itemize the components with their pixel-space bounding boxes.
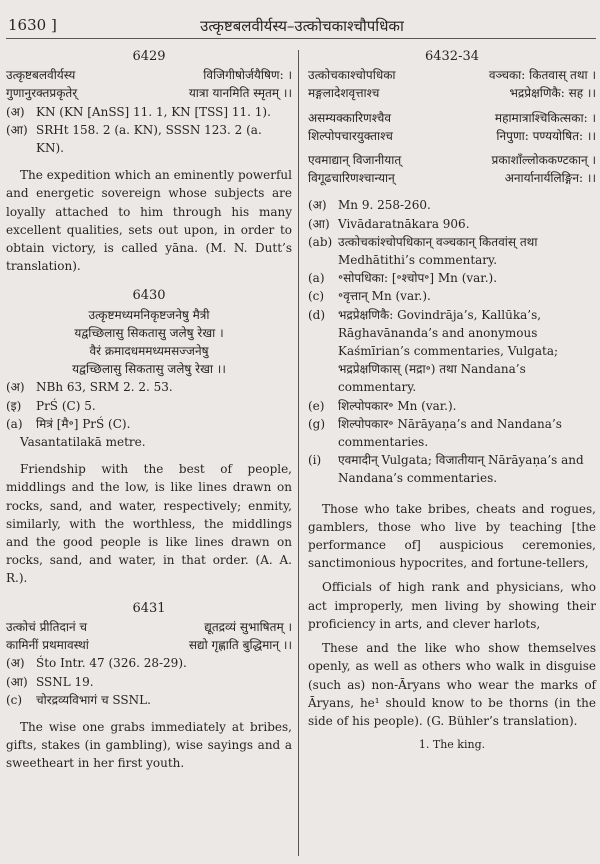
header-rule <box>6 38 596 39</box>
verse-line: वैरं क्रमादधममध्यमसज्जनेषु <box>89 344 209 359</box>
verse-number: 6430 <box>132 288 166 304</box>
source-note: (अ) KN (KN [AnSS] 11. 1, KN [TSS] 11. 1). <box>6 104 271 119</box>
verse-line: एवमाद्यान् विजानीयात् प्रकाशाँल्लोककण्टकान् । <box>308 153 596 168</box>
verse-number: 6432-34 <box>424 49 480 64</box>
page-header <box>8 16 596 36</box>
verse-line: उत्कोचकाश्चोपधिका वञ्चका: कितवास् तथा । <box>308 68 596 83</box>
source-note: (इ) PrŚ (C) 5. <box>6 398 96 413</box>
verse-line: मङ्गलादेशवृत्ताश्च भद्रप्रेक्षणिकै: सह ।। <box>308 86 596 101</box>
variant-note: (g) शिल्पोपकार॰ Nārāyaṇa’s and Nandana’s commentaries. <box>308 416 562 450</box>
translation: Friendship with the best of people, middlings and the low, is like lines drawn on rocks, sand, and water, respectively; enmity, similarly, with the worthless, the middlings and the good people is like lines drawn on rocks, sand, and water, in that order. (A. A. R.). <box>6 462 292 586</box>
verse-number: 6431 <box>132 600 166 616</box>
right-column <box>308 48 596 754</box>
source-note: (अ) NBh 63, SRM 2. 2. 53. <box>6 380 173 395</box>
source-note: (आ) SSNL 19. <box>6 674 94 689</box>
variant-note: (c) ॰वृत्तान् Mn (var.). <box>308 289 431 304</box>
verse-line: शिल्पोपचारयुक्ताश्च निपुणा: पण्ययोषित: ।। <box>308 128 596 143</box>
variant-note: (a) ॰सोपधिका: [॰श्चोप॰] Mn (var.). <box>308 271 498 286</box>
variant-note: (d) भद्रप्रेक्षणिकै: Govindrāja’s, Kallūka’s, Rāghavānanda’s and anonymous Kaśmīrian’s commentaries, Vulgata; भद्रप्रेक्षणिकास् (मद्रा॰) तथा Nandana’s commentary. <box>308 307 559 395</box>
verse-line: गुणानुरक्तप्रकृतेर् यात्रा यानमिति स्मृतम् ।। <box>6 86 292 101</box>
translation: The expedition which an eminently powerful and energetic sovereign whose subjects are loyally attached to him through his many excellent qualities, sets out upon, in order to obtain victory, is called yāna. (M. N. Dutt’s translation). <box>6 168 292 274</box>
running-title: उत्कृष्टबलवीर्यस्य–उत्कोचकाश्चौपधिका <box>200 17 404 35</box>
variant-note: (c) चोरद्रव्यविभागं च SSNL. <box>6 692 151 707</box>
verse-line: उत्कोचं प्रीतिदानं च द्यूतद्रव्यं सुभाषितम् । <box>6 619 292 634</box>
verse-line: कामिनीं प्रथमावस्थां सद्यो गृह्णाति बुद्धिमान् ।। <box>6 638 292 653</box>
translation-paragraph: Officials of high rank and physicians, who act improperly, men living by showing their proficiency in arts, and clever harlots, <box>308 580 596 631</box>
verse-line: विगूढचारिणश्चान्यान् अनार्यानार्यलिङ्गिन: ।। <box>308 171 596 186</box>
verse-line: यद्वच्छिलासु सिकतासु जलेषु रेखा ।। <box>72 362 226 377</box>
verse-number: 6429 <box>132 49 166 64</box>
translation: The wise one grabs immediately at bribes, gifts, stakes (in gambling), wise sayings and a sweetheart in her first youth. <box>6 719 292 771</box>
metre-note: Vasantatilakā metre. <box>20 435 146 450</box>
variant-note: (a) मित्रं [मै॰] PrŚ (C). <box>6 416 131 431</box>
source-note: (अ) Śto Intr. 47 (326. 28-29). <box>6 656 187 671</box>
translation-paragraph: Those who take bribes, cheats and rogues, gamblers, those who live by teaching [the performance of] auspicious ceremonies, sanctimonious hypocrites, and fortune-tellers, <box>308 501 596 571</box>
verse-line: यद्वच्छिलासु सिकतासु जलेषु रेखा । <box>74 325 224 340</box>
variant-note: (ab) उत्कोचकांश्चोपधिकान् वञ्चकान् कितवांस् तथा Medhātithi’s commentary. <box>308 234 538 268</box>
column-divider <box>298 50 299 856</box>
source-note: (अ) Mn 9. 258-260. <box>308 198 431 213</box>
translation-paragraph: These and the like who show themselves openly, as well as others who walk in disguise (such as) non-Āryans who wear the marks of Āryans, he¹ should know to be thorns (in the side of his people). (G. Bühler’s translation). <box>308 641 596 728</box>
source-note: (आ) Vivādaratnākara 906. <box>308 216 470 231</box>
left-column <box>6 48 292 773</box>
variant-note: (i) एवमादीन् Vulgata; विजातीयान् Nārāyaṇa’s and Nandana’s commentaries. <box>308 453 584 486</box>
verse-line: असम्यक्कारिणश्चैव महामात्राश्चिकित्सका: । <box>308 110 596 125</box>
verse-line: उत्कृष्टमध्यमनिकृष्टजनेषु मैत्री <box>88 307 210 322</box>
variant-note: (e) शिल्पोपकार॰ Mn (var.). <box>308 398 457 413</box>
source-note: (आ) SRHt 158. 2 (a. KN), SSSN 123. 2 (a. KN). <box>6 122 262 156</box>
page-number: 1630 ] <box>8 16 57 34</box>
footnote: 1. The king. <box>418 738 486 752</box>
verse-line: उत्कृष्टबलवीर्यस्य विजिगीषोर्जयैषिण: । <box>6 68 292 83</box>
